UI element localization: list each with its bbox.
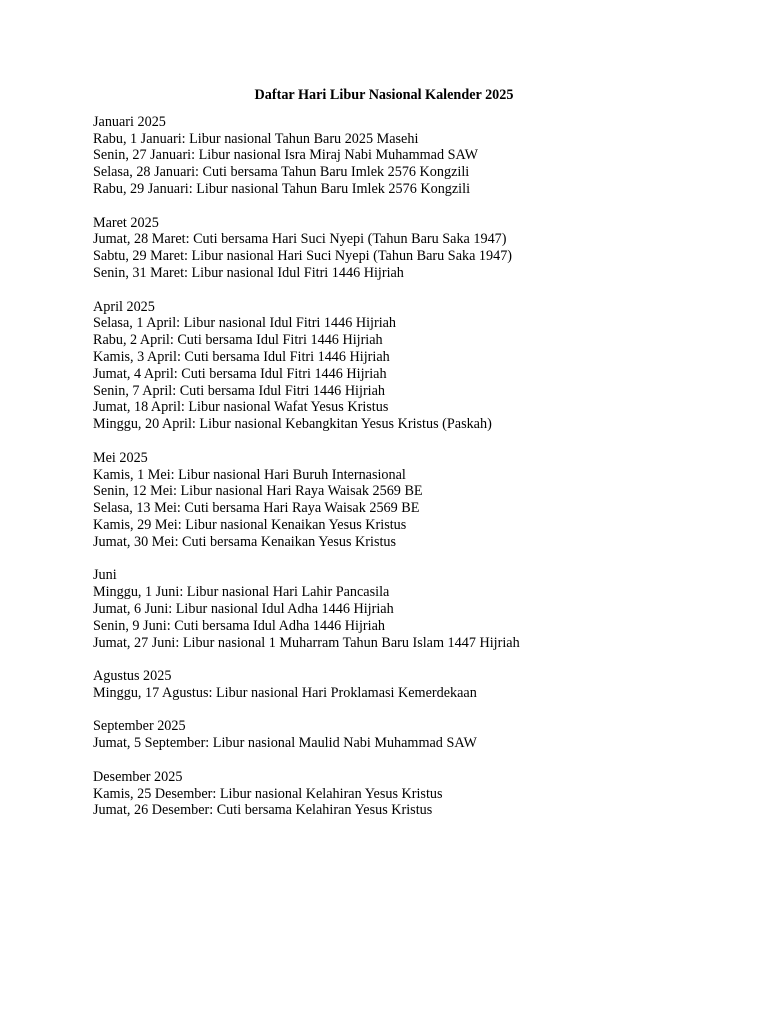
holiday-entry: Minggu, 17 Agustus: Libur nasional Hari Proklamasi Kemerdekaan xyxy=(93,684,477,701)
holiday-entry: Selasa, 1 April: Libur nasional Idul Fitri 1446 Hijriah xyxy=(93,315,397,332)
month-heading: Agustus 2025 xyxy=(93,668,172,685)
month-section xyxy=(93,567,693,651)
month-heading: Januari 2025 xyxy=(93,113,166,130)
month-heading: Mei 2025 xyxy=(93,449,148,466)
month-heading: September 2025 xyxy=(93,718,186,735)
holiday-entry: Jumat, 6 Juni: Libur nasional Idul Adha 1446 Hijriah xyxy=(93,600,394,617)
month-section xyxy=(93,299,693,433)
month-section xyxy=(93,450,693,551)
holiday-entry: Kamis, 1 Mei: Libur nasional Hari Buruh Internasional xyxy=(93,466,406,483)
month-section xyxy=(93,215,693,282)
holiday-entry: Jumat, 4 April: Cuti bersama Idul Fitri 1446 Hijriah xyxy=(93,365,387,382)
holiday-entry: Selasa, 28 Januari: Cuti bersama Tahun Baru Imlek 2576 Kongzili xyxy=(93,164,470,181)
holiday-entry: Minggu, 20 April: Libur nasional Kebangkitan Yesus Kristus (Paskah) xyxy=(93,416,492,433)
holiday-entry: Kamis, 25 Desember: Libur nasional Kelahiran Yesus Kristus xyxy=(93,785,443,802)
month-section xyxy=(93,769,693,819)
holiday-entry: Senin, 12 Mei: Libur nasional Hari Raya Waisak 2569 BE xyxy=(93,483,423,500)
holiday-entry: Selasa, 13 Mei: Cuti bersama Hari Raya Waisak 2569 BE xyxy=(93,500,420,517)
month-heading: Maret 2025 xyxy=(93,214,159,231)
holiday-entry: Jumat, 30 Mei: Cuti bersama Kenaikan Yesus Kristus xyxy=(93,533,397,550)
holiday-entry: Sabtu, 29 Maret: Libur nasional Hari Suci Nyepi (Tahun Baru Saka 1947) xyxy=(93,248,513,265)
month-heading: Desember 2025 xyxy=(93,768,183,785)
holiday-entry: Jumat, 28 Maret: Cuti bersama Hari Suci Nyepi (Tahun Baru Saka 1947) xyxy=(93,231,507,248)
holiday-entry: Senin, 31 Maret: Libur nasional Idul Fitri 1446 Hijriah xyxy=(93,264,404,281)
month-heading: Juni xyxy=(93,567,117,584)
month-section xyxy=(93,668,693,702)
holiday-entry: Kamis, 29 Mei: Libur nasional Kenaikan Yesus Kristus xyxy=(93,516,407,533)
holiday-entry: Minggu, 1 Juni: Libur nasional Hari Lahir Pancasila xyxy=(93,584,390,601)
holiday-entry: Jumat, 18 April: Libur nasional Wafat Yesus Kristus xyxy=(93,399,389,416)
holiday-entry: Senin, 27 Januari: Libur nasional Isra Miraj Nabi Muhammad SAW xyxy=(93,147,479,164)
holiday-entry: Rabu, 29 Januari: Libur nasional Tahun Baru Imlek 2576 Kongzili xyxy=(93,180,471,197)
holiday-entry: Jumat, 5 September: Libur nasional Maulid Nabi Muhammad SAW xyxy=(93,735,477,752)
holiday-entry: Senin, 9 Juni: Cuti bersama Idul Adha 1446 Hijriah xyxy=(93,617,385,634)
holiday-entry: Jumat, 26 Desember: Cuti bersama Kelahiran Yesus Kristus xyxy=(93,802,433,819)
document-title: Daftar Hari Libur Nasional Kalender 2025 xyxy=(254,87,514,103)
month-section xyxy=(93,718,693,752)
holiday-entry: Jumat, 27 Juni: Libur nasional 1 Muharram Tahun Baru Islam 1447 Hijriah xyxy=(93,634,520,651)
holiday-sections xyxy=(93,114,693,819)
document-page xyxy=(93,87,693,836)
holiday-entry: Kamis, 3 April: Cuti bersama Idul Fitri 1446 Hijriah xyxy=(93,348,390,365)
holiday-entry: Senin, 7 April: Cuti bersama Idul Fitri 1446 Hijriah xyxy=(93,382,385,399)
month-heading: April 2025 xyxy=(93,298,155,315)
holiday-entry: Rabu, 1 Januari: Libur nasional Tahun Baru 2025 Masehi xyxy=(93,130,419,147)
holiday-entry: Rabu, 2 April: Cuti bersama Idul Fitri 1446 Hijriah xyxy=(93,332,383,349)
month-section xyxy=(93,114,693,198)
